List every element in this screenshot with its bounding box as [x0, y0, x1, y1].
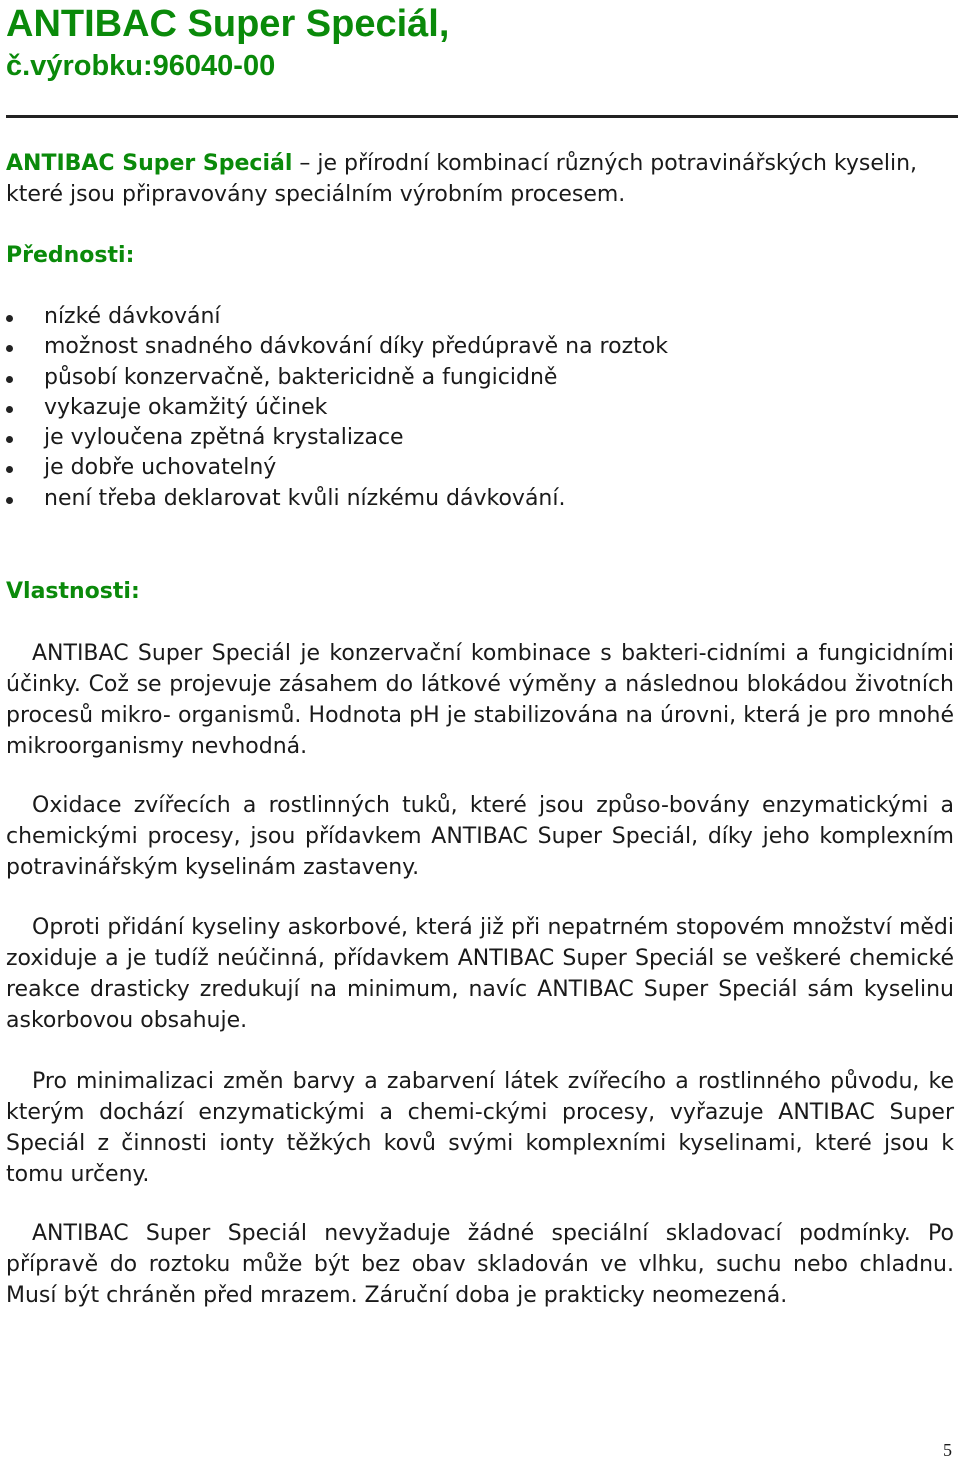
intro-paragraph — [6, 148, 954, 210]
list-item: je vyloučena zpětná krystalizace — [6, 423, 668, 453]
properties-heading: Vlastnosti: — [6, 579, 140, 604]
title-line-2: č.výrobku:96040-00 — [6, 50, 276, 82]
bullet-icon — [6, 406, 13, 413]
bullet-icon — [6, 497, 13, 504]
document-title — [6, 0, 954, 86]
list-item: není třeba deklarovat kvůli nízkému dávkování. — [6, 484, 668, 514]
bullet-icon — [6, 345, 13, 352]
document-page — [6, 0, 954, 1308]
properties-paragraph-2: Oxidace zvířecích a rostlinných tuků, které jsou způso-bovány enzymatickými a chemickými procesy, jsou přídavkem ANTIBAC Super Speciál, díky jeho komplexním potravinářským kyselinám zastaveny. — [6, 793, 954, 880]
properties-paragraph-3: Oproti přidání kyseliny askorbové, která již při nepatrném stopovém množství mědi zoxiduje a je tudíž neúčinná, přídavkem ANTIBAC Super Speciál se veškeré chemické reakce drasticky zredukují na minimum, navíc ANTIBAC Super Speciál sám kyselinu askorbovou obsahuje. — [6, 915, 954, 1033]
list-item: je dobře uchovatelný — [6, 453, 668, 483]
list-item: nízké dávkování — [6, 302, 668, 332]
bullet-icon — [6, 436, 13, 443]
list-item: možnost snadného dávkování díky předúpravě na roztok — [6, 332, 668, 362]
bullet-icon — [6, 315, 13, 322]
bullet-icon — [6, 466, 13, 473]
title-line-1: ANTIBAC Super Speciál, — [6, 3, 450, 45]
title-divider — [6, 115, 958, 118]
intro-text: – je přírodní kombinací různých potravinářských kyselin, které jsou připravovány speciálním výrobním procesem. — [6, 151, 918, 207]
properties-paragraph-1: ANTIBAC Super Speciál je konzervační kombinace s bakteri-cidními a fungicidními účinky. Což se projevuje zásahem do látkové výměny a následnou blokádou životních procesů mikro- organismů. Hodnota pH je stabilizována na úrovni, která je pro mnohé mikroorganismy nevhodná. — [6, 641, 954, 759]
advantages-heading: Přednosti: — [6, 243, 135, 268]
list-item: vykazuje okamžitý účinek — [6, 393, 668, 423]
bullet-icon — [6, 376, 13, 383]
properties-paragraph-5: ANTIBAC Super Speciál nevyžaduje žádné speciální skladovací podmínky. Po přípravě do roztoku může být bez obav skladován ve vlhku, suchu nebo chladnu. Musí být chráněn před mrazem. Záruční doba je prakticky neomezená. — [6, 1221, 954, 1308]
list-item: působí konzervačně, baktericidně a fungicidně — [6, 363, 668, 393]
page-number: 5 — [943, 1440, 952, 1460]
properties-paragraph-4: Pro minimalizaci změn barvy a zabarvení látek zvířecího a rostlinného původu, ke kterým dochází enzymatickými a chemi-ckými procesy, vyřazuje ANTIBAC Super Speciál z činnosti ionty těžkých kovů svými komplexními kyselinami, které jsou k tomu určeny. — [6, 1069, 954, 1187]
intro-product-name: ANTIBAC Super Speciál — [6, 151, 293, 176]
advantages-list — [6, 302, 668, 514]
